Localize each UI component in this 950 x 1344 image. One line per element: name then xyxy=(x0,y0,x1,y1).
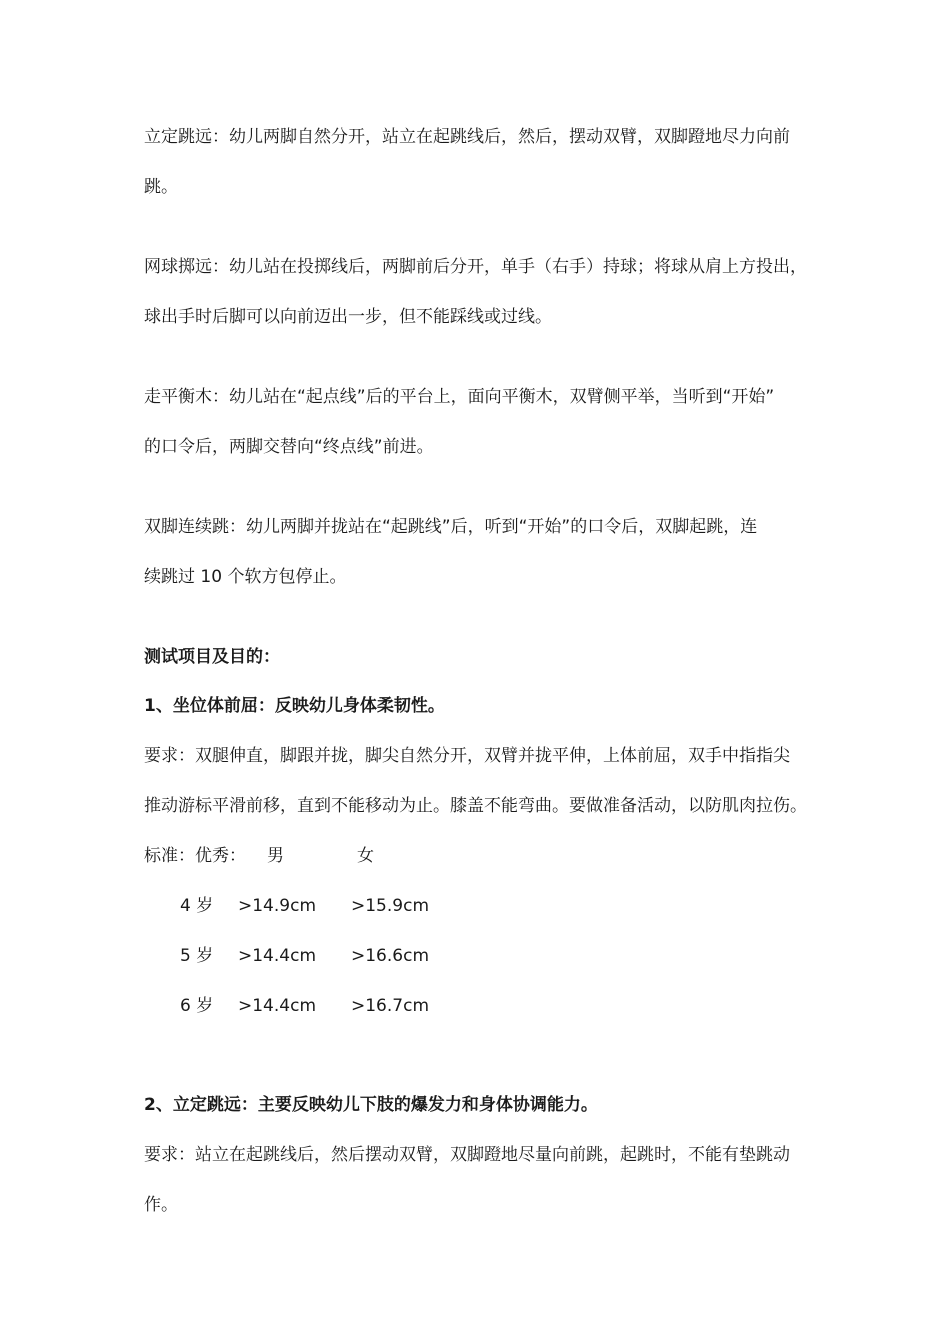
row-male-value: >14.9cm xyxy=(238,896,317,916)
balance-beam-line-2: 的口令后，两脚交替向“终点线”前进。 xyxy=(144,437,434,457)
section-heading: 测试项目及目的： xyxy=(144,647,280,667)
standard-label: 标准：优秀： xyxy=(144,846,246,866)
balance-beam-line-1: 走平衡木：幼儿站在“起点线”后的平台上，面向平衡木，双臂侧平举，当听到“开始” xyxy=(144,387,775,407)
double-jump-line-2: 续跳过 10 个软方包停止。 xyxy=(144,567,347,587)
item2-requirement-line-1: 要求：站立在起跳线后，然后摆动双臂，双脚蹬地尽量向前跳，起跳时，不能有垫跳动 xyxy=(144,1145,790,1165)
row-male-value: >14.4cm xyxy=(238,996,317,1016)
standing-jump-line-2: 跳。 xyxy=(144,177,178,197)
item1-requirement-line-1: 要求：双腿伸直，脚跟并拢，脚尖自然分开，双臂并拢平伸，上体前屈，双手中指指尖 xyxy=(144,746,790,766)
item1-title: 1、坐位体前屈：反映幼儿身体柔韧性。 xyxy=(144,696,445,716)
row-female-value: >15.9cm xyxy=(351,896,430,916)
row-female-value: >16.6cm xyxy=(351,946,430,966)
double-jump-line-1: 双脚连续跳：幼儿两脚并拢站在“起跳线”后，听到“开始”的口令后，双脚起跳，连 xyxy=(144,517,758,537)
tennis-throw-line-1: 网球掷远：幼儿站在投掷线后，两脚前后分开，单手（右手）持球；将球从肩上方投出， xyxy=(144,257,807,277)
column-male: 男 xyxy=(267,846,284,866)
item1-requirement-line-2: 推动游标平滑前移，直到不能移动为止。膝盖不能弯曲。要做准备活动，以防肌肉拉伤。 xyxy=(144,796,807,816)
tennis-throw-line-2: 球出手时后脚可以向前迈出一步，但不能踩线或过线。 xyxy=(144,307,552,327)
item2-requirement-line-2: 作。 xyxy=(144,1195,178,1215)
item2-title: 2、立定跳远：主要反映幼儿下肢的爆发力和身体协调能力。 xyxy=(144,1095,598,1115)
column-female: 女 xyxy=(357,846,374,866)
row-male-value: >14.4cm xyxy=(238,946,317,966)
row-female-value: >16.7cm xyxy=(351,996,430,1016)
row-age: 4 岁 xyxy=(180,896,214,916)
row-age: 5 岁 xyxy=(180,946,214,966)
standing-jump-line-1: 立定跳远：幼儿两脚自然分开，站立在起跳线后，然后，摆动双臂，双脚蹬地尽力向前 xyxy=(144,127,790,147)
row-age: 6 岁 xyxy=(180,996,214,1016)
